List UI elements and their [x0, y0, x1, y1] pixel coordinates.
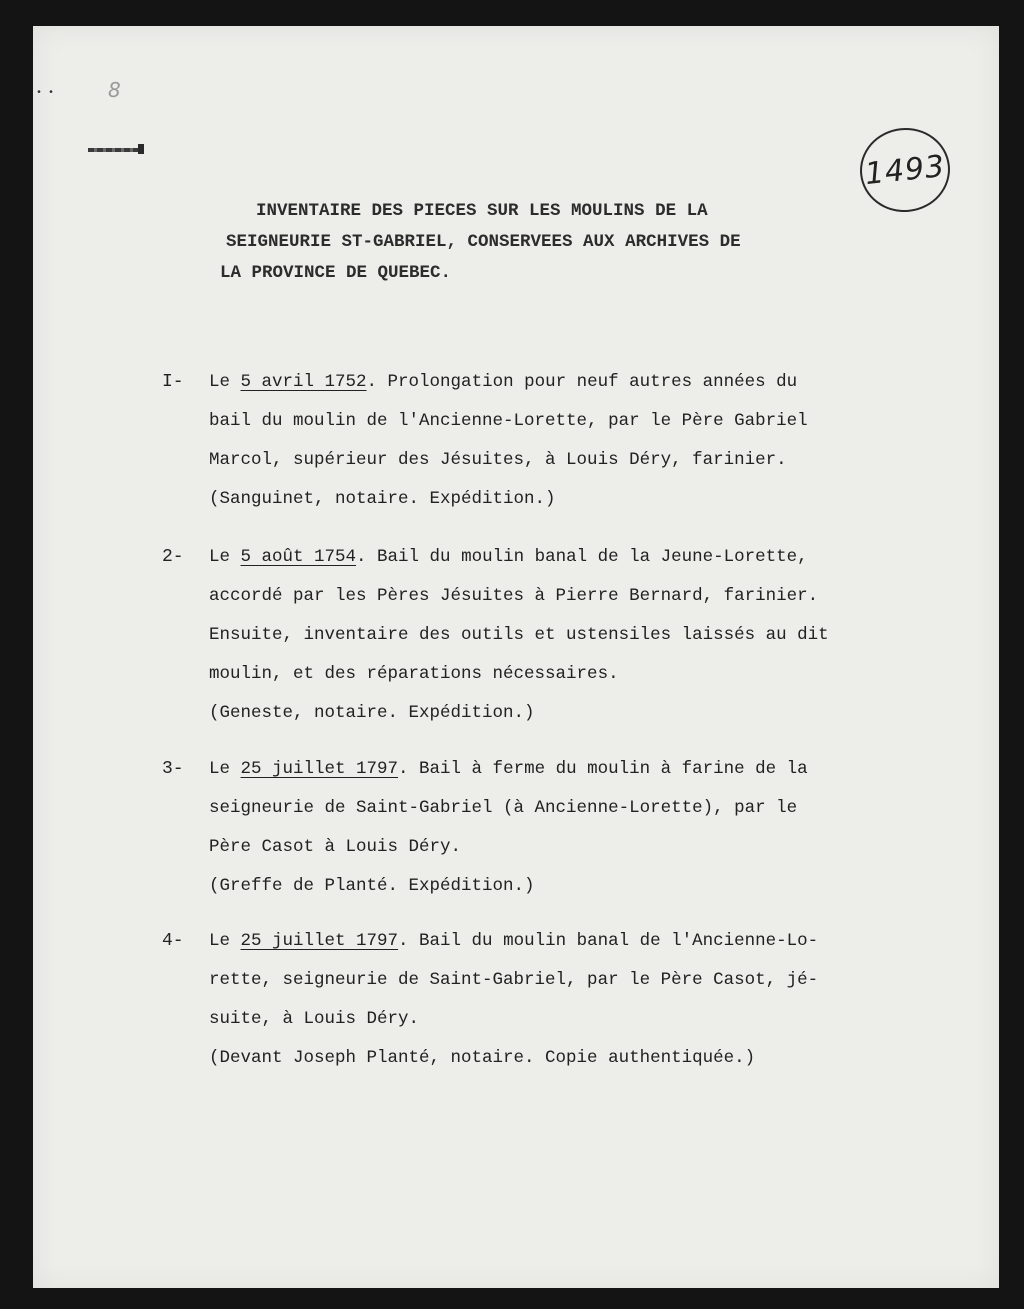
entry-3-line-1: [209, 759, 808, 779]
entry-1-first-rest: . Prolongation pour neuf autres années du: [366, 372, 798, 392]
entry-2-line-4: moulin, et des réparations nécessaires.: [209, 664, 619, 684]
staple-tip: [138, 144, 144, 154]
entry-4-line-3: suite, à Louis Déry.: [209, 1009, 420, 1029]
entry-4-line-1: [209, 931, 818, 951]
entry-4-date: 25 juillet 1797: [240, 931, 399, 951]
entry-2-prefix: Le: [209, 547, 241, 567]
entry-3-first-rest: . Bail à ferme du moulin à farine de la: [398, 759, 808, 779]
entry-1-line-2: bail du moulin de l'Ancienne-Lorette, par le Père Gabriel: [209, 411, 808, 431]
entry-3-date: 25 juillet 1797: [240, 759, 399, 779]
entry-2-line-5: (Geneste, notaire. Expédition.): [209, 703, 535, 723]
entry-2-first-rest: . Bail du moulin banal de la Jeune-Lorette,: [356, 547, 808, 567]
margin-dots: • •: [36, 88, 55, 99]
entry-3-number: 3-: [162, 759, 184, 779]
entry-4-prefix: Le: [209, 931, 241, 951]
entry-1-line-1: [209, 372, 797, 392]
entry-2-line-3: Ensuite, inventaire des outils et ustensiles laissés au dit: [209, 625, 829, 645]
entry-3-line-3: Père Casot à Louis Déry.: [209, 837, 462, 857]
entry-1-number: I-: [162, 372, 184, 392]
entry-4-first-rest: . Bail du moulin banal de l'Ancienne-Lo-: [398, 931, 819, 951]
entry-1-line-3: Marcol, supérieur des Jésuites, à Louis Déry, farinier.: [209, 450, 787, 470]
circled-number-text: 1493: [863, 148, 947, 192]
entry-4-number: 4-: [162, 931, 184, 951]
entry-1-prefix: Le: [209, 372, 241, 392]
entry-3-prefix: Le: [209, 759, 241, 779]
entry-2-number: 2-: [162, 547, 184, 567]
entry-1-line-4: (Sanguinet, notaire. Expédition.): [209, 489, 556, 509]
entry-4-line-4: (Devant Joseph Planté, notaire. Copie authentiquée.): [209, 1048, 756, 1068]
title-line-1: INVENTAIRE DES PIECES SUR LES MOULINS DE LA: [256, 201, 708, 221]
staple-mark: [88, 148, 144, 152]
pencil-page-number: 8: [108, 78, 121, 102]
title-line-3: LA PROVINCE DE QUEBEC.: [220, 263, 452, 283]
entry-1-date: 5 avril 1752: [240, 372, 367, 392]
entry-4-line-2: rette, seigneurie de Saint-Gabriel, par le Père Casot, jé-: [209, 970, 819, 990]
title-line-2: SEIGNEURIE ST-GABRIEL, CONSERVEES AUX ARCHIVES DE: [226, 232, 741, 252]
document-title: [220, 196, 741, 289]
entry-3-line-4: (Greffe de Planté. Expédition.): [209, 876, 535, 896]
entry-2-line-2: accordé par les Pères Jésuites à Pierre Bernard, farinier.: [209, 586, 819, 606]
entry-3-line-2: seigneurie de Saint-Gabriel (à Ancienne-Lorette), par le: [209, 798, 798, 818]
entry-2-line-1: [209, 547, 808, 567]
entry-2-date: 5 août 1754: [240, 547, 357, 567]
